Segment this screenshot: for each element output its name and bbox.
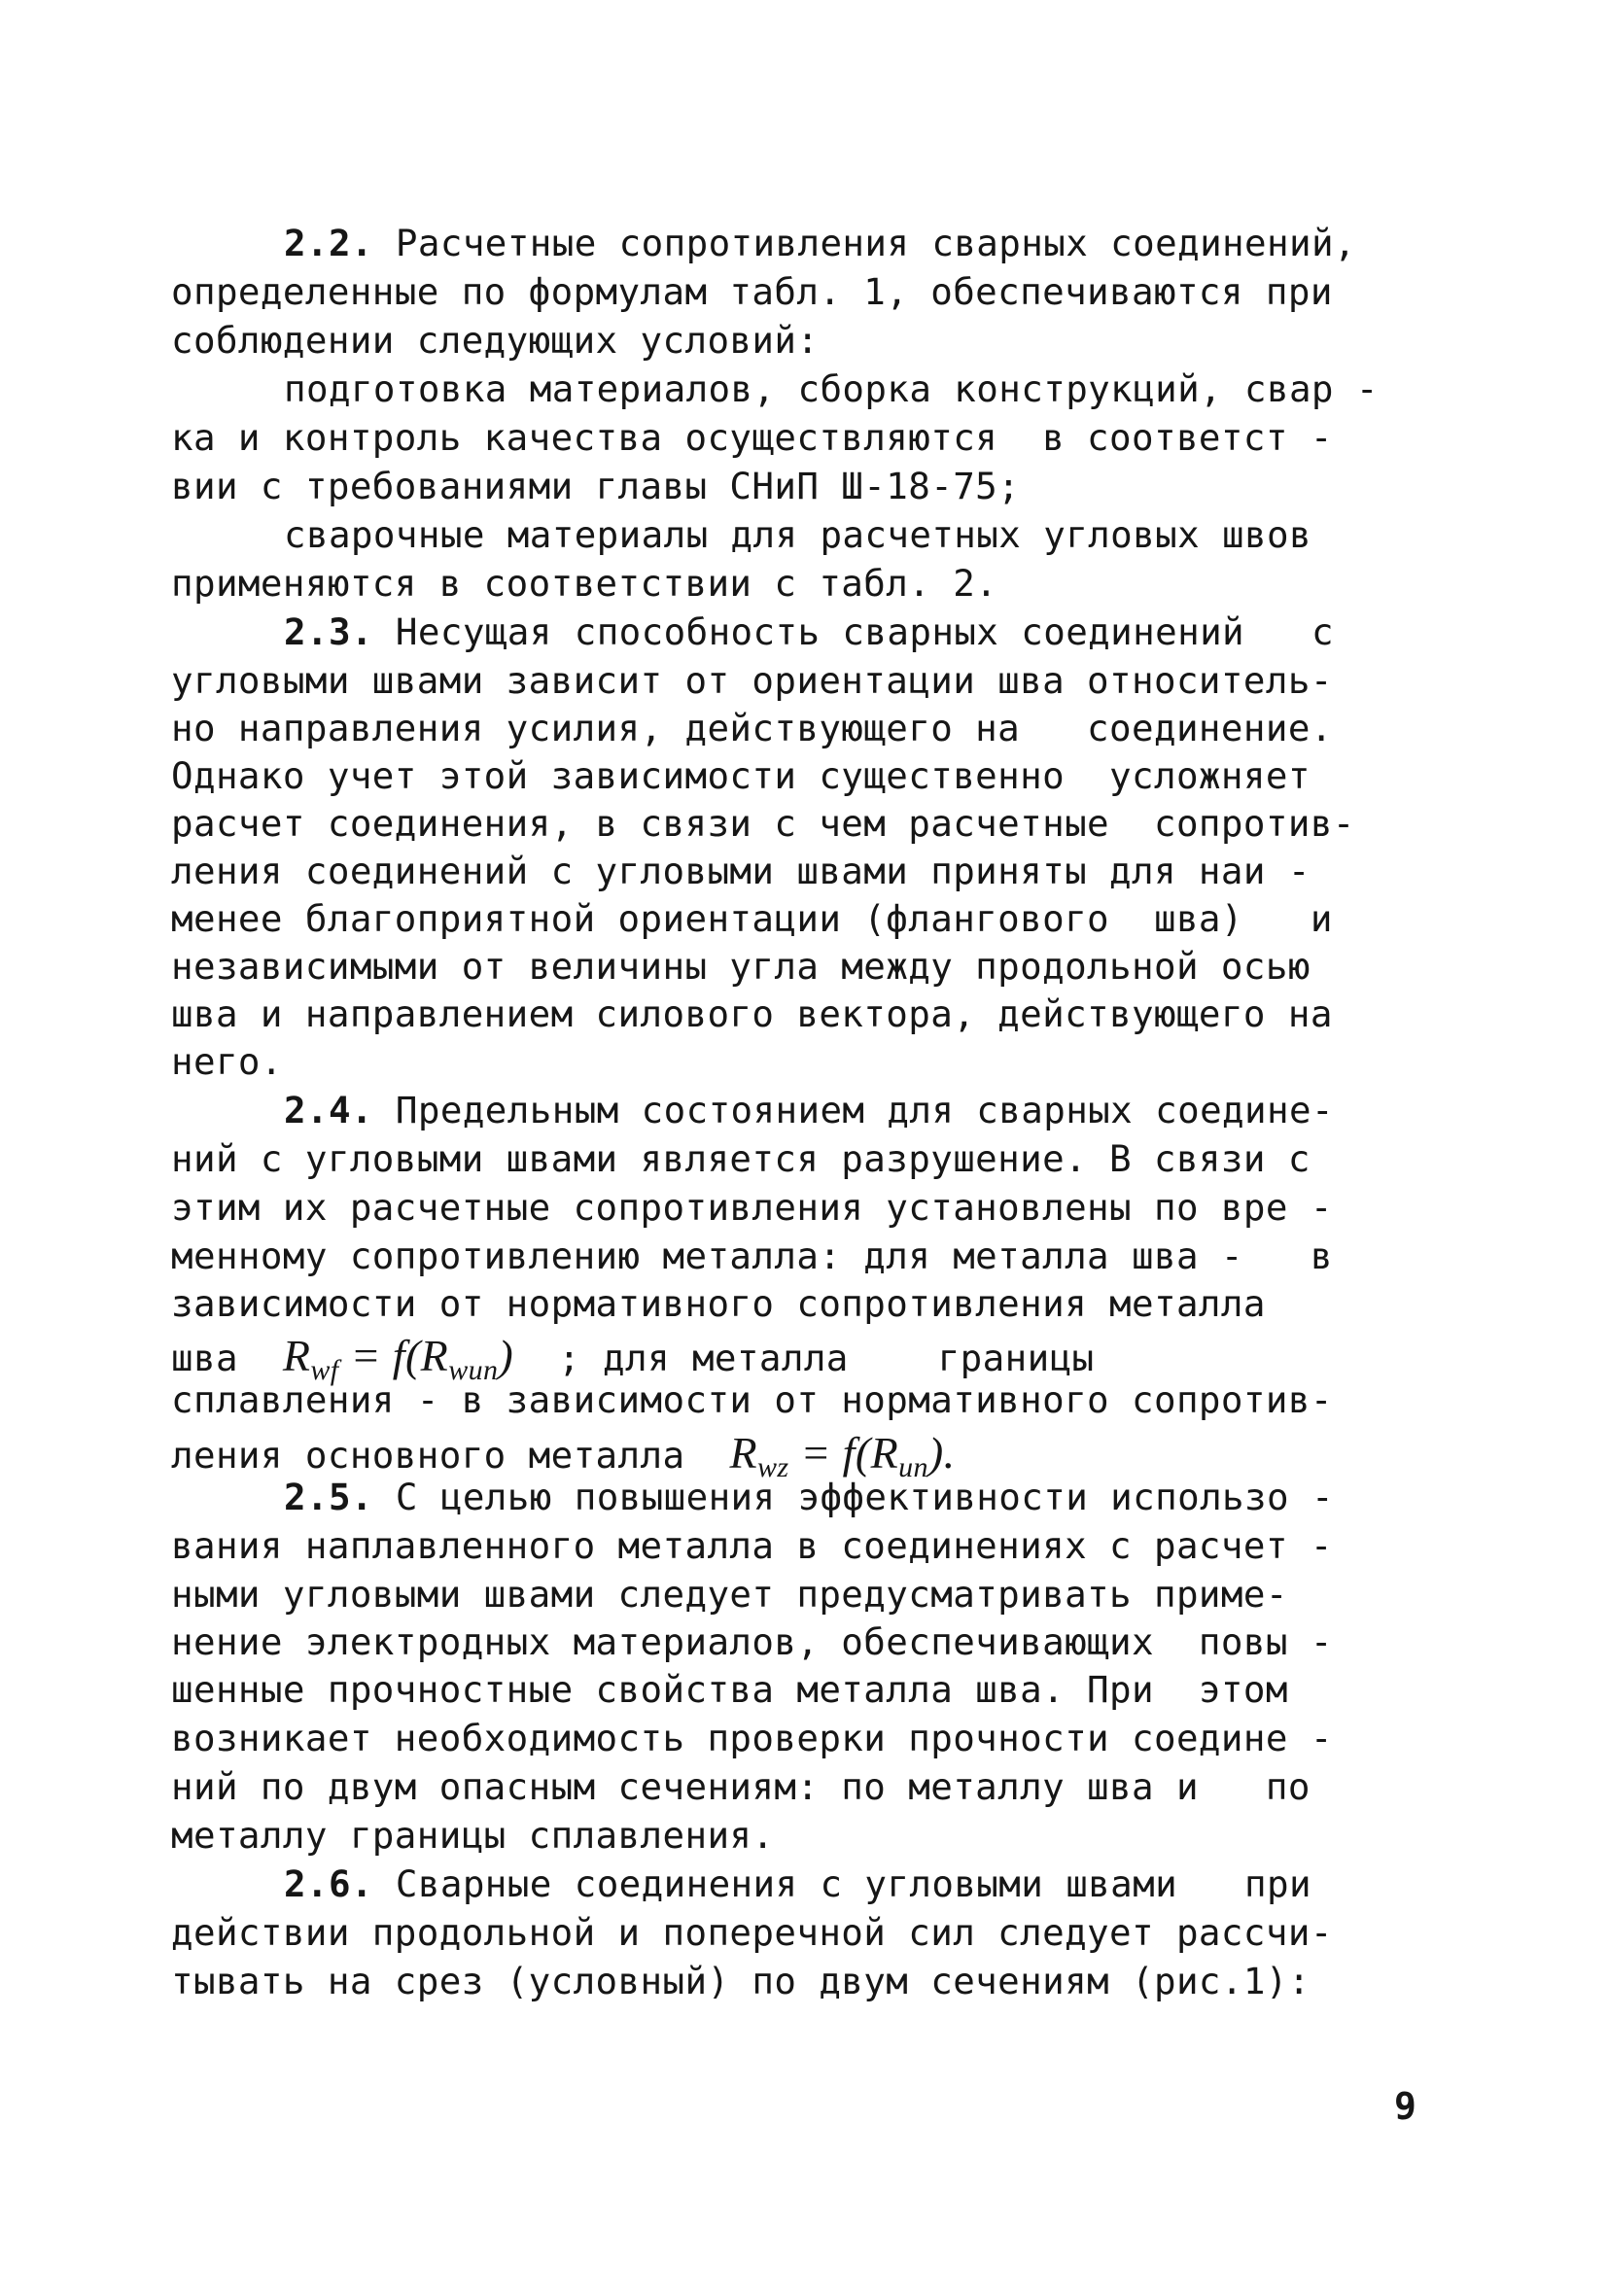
paragraph-2-5-line-8: металлу границы сплавления. [171,1814,775,1857]
subscript: wun [448,1354,499,1386]
paragraph-2-2-line-2: определенные по формулам табл. 1, обеспечиваются при [171,270,1333,313]
paragraph-2-6-line-3: тывать на срез (условный) по двум сечениям (рис.1): [171,1960,1311,2002]
paragraph-2-6-line-1 [284,1862,1311,1905]
paragraph-2-3-line-6: ления соединений с угловыми швами приняты для наи - [171,850,1311,892]
paragraph-2-3-line-7: менее благоприятной ориентации (флангового шва) и [171,897,1333,940]
paragraph-2-5-line-5: шенные прочностные свойства металла шва. При этом [171,1668,1288,1711]
paragraph-2-5-line-6: возникает необходимость проверки прочности соедине - [171,1717,1333,1759]
paragraph-2-3-line-3: но направления усилия, действующего на соединение. [171,707,1333,749]
paragraph-2-4-line-7: сплавления - в зависимости от нормативного сопротив- [171,1378,1333,1421]
paragraph-2-4-line-3: этим их расчетные сопротивления установлены по вре - [171,1186,1333,1229]
symbol: R [729,1428,757,1478]
list-item-1-line-3: вии с требованиями главы СНиП Ш-18-75; [171,465,1021,507]
paragraph-2-5-line-1 [284,1476,1334,1518]
subscript: wf [310,1354,339,1386]
paragraph-2-2-line-1 [284,222,1356,264]
subscript: wz [756,1451,789,1483]
paragraph-2-4-line-2: ний с угловыми швами является разрушение. В связи с [171,1137,1311,1180]
section-number: 2.5. [284,1476,373,1518]
symbol: ) [498,1331,514,1380]
section-number: 2.3. [284,610,373,653]
paragraph-2-2-line-3: соблюдении следующих условий: [171,319,820,362]
paragraph-2-5-line-2: вания наплавленного металла в соединениях с расчет - [171,1524,1333,1567]
text: С целью повышения эффективности использо - [372,1476,1334,1518]
paragraph-2-3-line-4: Однако учет этой зависимости существенно усложняет [171,754,1311,797]
symbol: = f(R [338,1331,449,1380]
symbol: R [282,1331,311,1380]
formula-rwf [282,1331,514,1386]
paragraph-2-4-line-1 [284,1089,1334,1131]
section-number: 2.2. [284,222,373,264]
list-item-2-line-1: сварочные материалы для расчетных угловых швов [284,513,1311,556]
paragraph-2-5-line-3: ными угловыми швами следует предусматривать приме- [171,1573,1288,1616]
subscript: un [898,1451,928,1483]
text: Сварные соединения с угловыми швами при [372,1862,1311,1905]
section-number: 2.6. [284,1862,373,1905]
paragraph-2-3-line-2: угловыми швами зависит от ориентации шва относитель- [171,659,1333,702]
list-item-1-line-2: ка и контроль качества осуществляются в соответст - [171,416,1333,459]
paragraph-2-4-line-5: зависимости от нормативного сопротивления металла [171,1282,1266,1325]
paragraph-2-3-line-8: независимыми от величины угла между продольной осью [171,945,1311,988]
text: Несущая способность сварных соединений с [372,610,1334,653]
paragraph-2-4-line-4: менному сопротивлению металла: для металла шва - в [171,1235,1333,1277]
paragraph-2-3-line-5: расчет соединения, в связи с чем расчетные сопротив- [171,802,1355,845]
text: ; для металла границы [513,1337,1095,1379]
paragraph-2-5-line-4: нение электродных материалов, обеспечивающих повы - [171,1620,1333,1663]
symbol: = f(R [788,1428,899,1478]
paragraph-2-5-line-7: ний по двум опасным сечениям: по металлу шва и по [171,1765,1311,1808]
paragraph-2-3-line-1 [284,610,1334,653]
paragraph-2-6-line-2: действии продольной и поперечной сил следует рассчи- [171,1911,1333,1954]
page-number: 9 [1394,2085,1416,2128]
text: Расчетные сопротивления сварных соединений, [372,222,1356,264]
paragraph-2-3-line-9: шва и направлением силового вектора, действующего на [171,992,1333,1035]
text: ления основного металла [171,1434,730,1477]
list-item-2-line-2: применяются в соответствии с табл. 2. [171,562,998,605]
text: Предельным состоянием для сварных соедине- [372,1089,1334,1131]
section-number: 2.4. [284,1089,373,1131]
paragraph-2-3-line-10: него. [171,1040,283,1083]
formula-rwz [729,1428,956,1483]
text: шва [171,1337,283,1379]
list-item-1-line-1: подготовка материалов, сборка конструкций, свар - [284,367,1379,410]
symbol: ). [927,1428,956,1478]
